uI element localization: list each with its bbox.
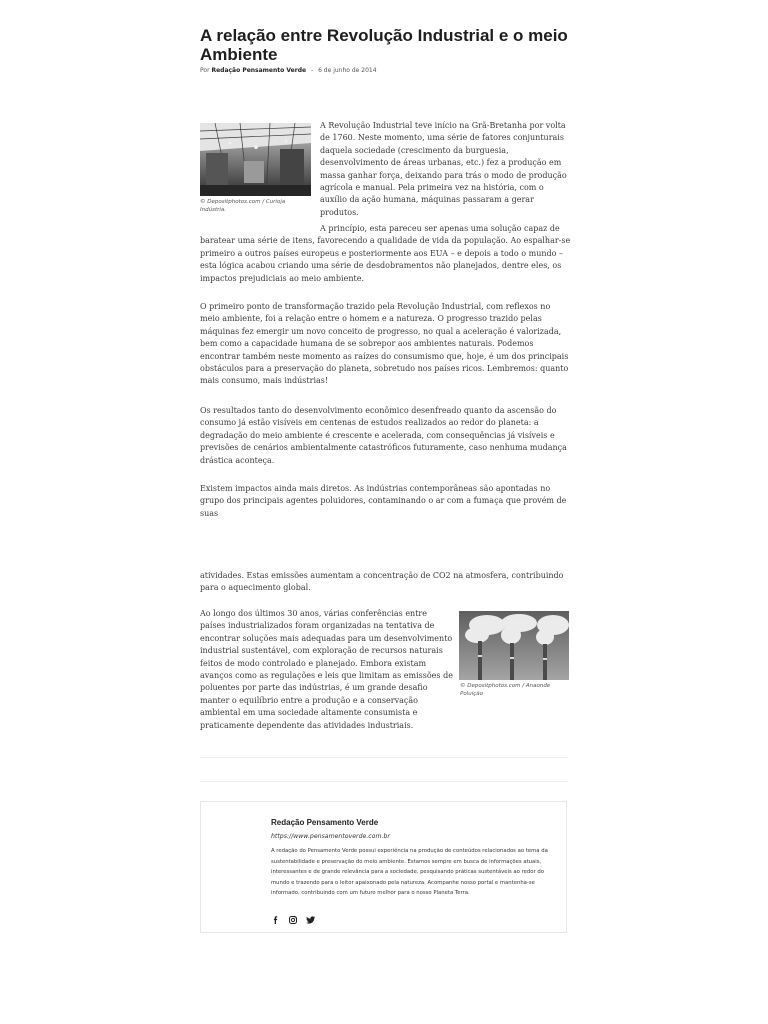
factory-interior-photo — [200, 123, 311, 196]
paragraph: Ao longo dos últimos 30 anos, várias conferências entre países industrializados foram organizadas na tentativa de encontrar soluções mais adequadas para um desenvolvimento industrial sustentável, com exploração de recursos naturais feitos de modo controlado e planejado. Embora existam avanços como as regulações e leis que limitam as emissões de poluentes por parte das indústrias, é um grande desafio manter o equilíbrio entre a produção e a conservação ambiental em uma sociedade altamente consumista e praticamente dependente das atividades industriais. — [200, 609, 453, 730]
author-url[interactable]: https://www.pensamentoverde.com.br — [271, 833, 390, 840]
instagram-icon[interactable] — [288, 915, 298, 925]
article-date: 6 de junho de 2014 — [318, 67, 377, 74]
article-byline — [200, 67, 377, 74]
author-bio: A redação do Pensamento Verde possui experiência na produção de conteúdos relacionados ao tema da sustentabilidade e preservação do meio ambiente. Estamos sempre em busca de informações atuais, interessantes e de grande relevância para a sociedade, pesquisando práticas sustentáveis ao redor do mundo e trazendo para o leitor apaixonado pela natureza. Acompanhe nosso portal e mantenha-se informado, contribuindo com um futuro melhor para o nosso Planeta Terra. — [271, 848, 548, 897]
facebook-icon[interactable] — [271, 915, 281, 925]
byline-separator: - — [310, 67, 314, 74]
paragraph: A princípio, esta pareceu ser apenas uma solução capaz de baratear uma série de itens, favorecendo a qualidade de vida da população. Ao espalhar-se primeiro a outros países europeus e posteriormente aos EUA – e depois a todo o mundo – esta lógica acabou criando uma série de desdobramentos não planejados, dentre eles, os impactos prejudiciais ao meio ambiente. — [200, 224, 571, 283]
smokestacks-photo — [459, 611, 569, 680]
author-box — [200, 801, 567, 933]
twitter-icon[interactable] — [306, 915, 316, 925]
byline-prefix: Por — [200, 67, 210, 74]
paragraph: Existem impactos ainda mais diretos. As indústrias contemporâneas são apontadas no grupo dos principais agentes poluidores, contaminando o ar com a fumaça que provém de suas — [200, 484, 567, 518]
paragraph: A Revolução Industrial teve início na Grã-Bretanha por volta de 1760. Neste momento, uma série de fatores conjunturais daquela sociedade (crescimento da burguesia, desenvolvimento de áreas urbanas, etc.) fez a produção em massa ganhar força, deixando para trás o modo de produção agrícola e manual. Pela primeira vez na história, com o auxílio da ação humana, máquinas passaram a gerar produtos. — [320, 121, 567, 217]
paragraph: Os resultados tanto do desenvolvimento econômico desenfreado quanto da ascensão do consumo já estão visíveis em centenas de estudos realizados ao redor do planeta: a degradação do meio ambiente é crescente e acelerada, com consequências já visíveis e previsões de cenários ambientalmente catastróficos futuramente, caso nenhuma mudança drástica aconteça. — [200, 406, 567, 465]
figure-caption: © Depositphotos.com / Curioja Indústria. — [200, 199, 286, 213]
article-title: A relação entre Revolução Industrial e o meio Ambiente — [200, 26, 568, 64]
figure-caption: © Depositphotos.com / Anaonde Poluição — [460, 683, 551, 697]
divider — [200, 757, 568, 758]
author-link[interactable]: Redação Pensamento Verde — [211, 67, 307, 74]
author-name[interactable]: Redação Pensamento Verde — [271, 818, 379, 827]
divider — [200, 781, 568, 782]
paragraph: atividades. Estas emissões aumentam a concentração de CO2 na atmosfera, contribuindo para o aquecimento global. — [200, 571, 564, 593]
paragraph: O primeiro ponto de transformação trazido pela Revolução Industrial, com reflexos no meio ambiente, foi a relação entre o homem e a natureza. O progresso trazido pelas máquinas fez emergir um novo conceito de progresso, no qual a aceleração é valorizada, bem como a capacidade humana de se sobrepor aos ambientes naturais. Podemos encontrar também neste momento as raízes do consumismo que, hoje, é um dos principais obstáculos para a preservação do planeta, sobretudo nos países ricos. Lembremos: quanto mais consumo, mais indústrias! — [200, 302, 569, 386]
